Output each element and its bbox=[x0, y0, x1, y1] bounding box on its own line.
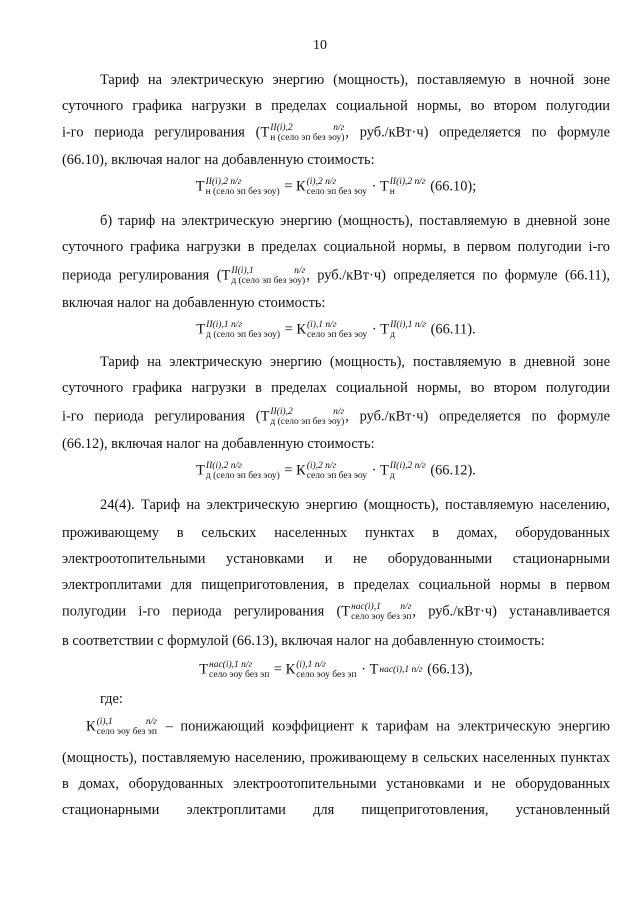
text-line: электроплитами для пищеприготовления, в пределах социальной нормы в первом bbox=[62, 577, 610, 593]
where-label: где: bbox=[100, 691, 123, 707]
formula-line: Т II(i),2 п/г д (село эп без эоу) = К (i),2 п/г село эп без эоу · Т II(i),2 п/г д (66.12). bbox=[196, 461, 476, 481]
text-line: включая налог на добавленную стоимость: bbox=[62, 295, 326, 311]
text-line: в домах, оборудованных электроотопительными установками и не оборудованных bbox=[62, 776, 610, 792]
text-line: (мощность), поставляемую населению, проживающему в сельских населенных пунктах bbox=[62, 750, 610, 766]
text-line: 24(4). Тариф на электрическую энергию (мощность), поставляемую населению, bbox=[100, 497, 610, 513]
text-line: электроотопительными установками и не оборудованными стационарными bbox=[62, 551, 610, 567]
text-line: б) тариф на электрическую энергию (мощность), поставляемую в дневной зоне bbox=[100, 213, 610, 229]
text-line: Тариф на электрическую энергию (мощность), поставляемую в дневной зоне bbox=[100, 354, 610, 370]
text-line: (66.12), включая налог на добавленную стоимость: bbox=[62, 436, 375, 452]
text-line: проживающему в сельских населенных пунктах в домах, оборудованных bbox=[62, 525, 610, 541]
text-line: в соответствии с формулой (66.13), включая налог на добавленную стоимость: bbox=[62, 633, 545, 649]
text-line: (66.10), включая налог на добавленную стоимость: bbox=[62, 152, 375, 168]
formula-line: Т II(i),1 п/г д (село эп без эоу) = К (i),1 п/г село эп без эоу · Т II(i),1 п/г д (66.11). bbox=[196, 320, 476, 340]
page-number: 10 bbox=[313, 38, 327, 53]
formula-line: Т нас(i),1 п/г село эоу без эп = К (i),1 п/г село эоу без эп · Т нас(i),1 п/г (66.13), bbox=[199, 660, 473, 680]
text-line: i-го периода регулирования (Т II(i),2 п/г д (село эп без эоу) , руб./кВт·ч) определяется по формуле bbox=[62, 407, 610, 427]
text-line: полугодии i-го периода регулирования (Т нас(i),1 п/г село эоу без эп , руб./кВт·ч) устанавливается bbox=[62, 602, 610, 622]
inline-symbol-scripts: II(i),2 п/г н (село эп без эоу) bbox=[270, 123, 345, 143]
text-line: К (i),1 п/г село эоу без эп – понижающий коэффициент к тарифам на электрическую энергию bbox=[86, 717, 610, 737]
text-line: стационарными электроплитами для пищеприготовления, установленный bbox=[62, 802, 610, 818]
text-line: суточного графика нагрузки в пределах социальной нормы, во втором полугодии bbox=[62, 380, 610, 396]
text-line: Тариф на электрическую энергию (мощность), поставляемую в ночной зоне bbox=[100, 72, 610, 88]
text-line: суточного графика нагрузки в пределах социальной нормы, в первом полугодии i-го bbox=[62, 239, 610, 255]
text-line: i-го периода регулирования (Т II(i),2 п/г н (село эп без эоу) , руб./кВт·ч) определяется по формуле bbox=[62, 123, 610, 143]
formula-line: Т II(i),2 п/г н (село эп без эоу) = К (i),2 п/г село эп без эоу · Т II(i),2 п/г н (66.10); bbox=[195, 177, 477, 197]
text-line: суточного графика нагрузки в пределах социальной нормы, во втором полугодии bbox=[62, 98, 610, 114]
text-line: периода регулирования (Т II(i),1 п/г д (село эп без эоу) , руб./кВт·ч) определяется по формуле (66.11), bbox=[62, 266, 611, 286]
